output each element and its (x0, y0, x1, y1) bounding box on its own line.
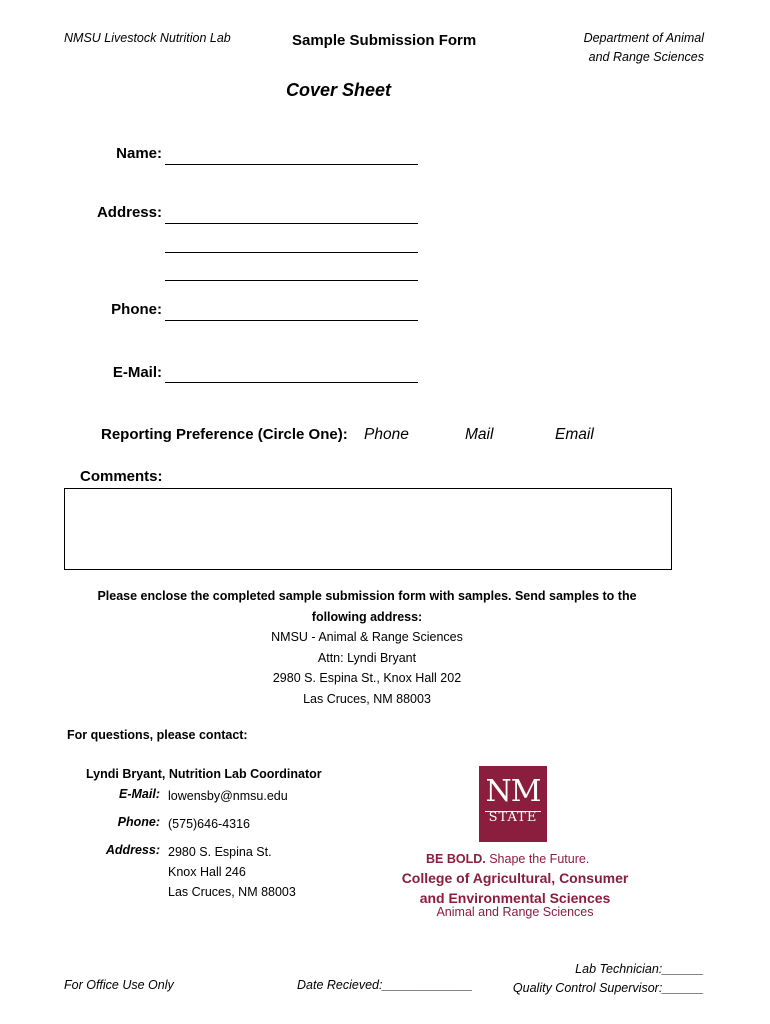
address-label: Address: (96, 204, 162, 221)
enclose-line-2: following address: (311, 609, 423, 624)
phone-label: Phone: (111, 301, 162, 318)
contact-phone-value: (575)646-4316 (168, 817, 251, 831)
contact-address (168, 842, 296, 902)
college-line-2: and Environmental Sciences (419, 890, 611, 906)
contact-email-value[interactable]: lowensby@nmsu.edu (168, 789, 288, 803)
logo-nm-text: NM (485, 774, 541, 809)
cover-sheet-title: Cover Sheet (286, 80, 392, 100)
contact-phone-label: Phone: (117, 815, 160, 829)
office-signoff (513, 960, 704, 998)
email-label: E-Mail: (112, 364, 162, 381)
address-field-line-2[interactable] (165, 252, 418, 253)
tagline-bold: BE BOLD. (426, 852, 486, 866)
department-line-2: and Range Sciences (588, 50, 704, 64)
lab-technician-field[interactable]: Lab Technician:______ (575, 962, 704, 976)
name-label: Name: (116, 145, 162, 162)
college-line-1: College of Agricultural, Consumer (401, 870, 629, 886)
tagline-rest: Shape the Future. (489, 852, 590, 866)
comments-box[interactable] (64, 488, 672, 570)
contact-address-line: 2980 S. Espina St. (168, 845, 272, 859)
date-received-field[interactable]: Date Recieved:_____________ (297, 978, 473, 992)
contact-address-line: Las Cruces, NM 88003 (168, 885, 296, 899)
reporting-preference-label (101, 426, 348, 443)
college-name (387, 868, 643, 908)
enclose-line-1: Please enclose the completed sample submission form with samples. Send samples to the (97, 589, 637, 603)
nmsu-logo (479, 766, 547, 842)
contact-email-label: E-Mail: (119, 787, 160, 801)
logo-tagline (426, 852, 589, 866)
office-use-label: For Office Use Only (64, 978, 174, 992)
reporting-option-phone[interactable]: Phone (364, 426, 409, 443)
logo-department: Animal and Range Sciences (436, 905, 594, 919)
name-field-line[interactable] (165, 164, 418, 165)
phone-field-line[interactable] (165, 320, 418, 321)
ship-address-line: Las Cruces, NM 88003 (303, 691, 431, 706)
ship-address-line: Attn: Lyndi Bryant (317, 650, 417, 665)
ship-address-line: 2980 S. Espina St., Knox Hall 202 (272, 671, 462, 685)
logo-state-text: STATE (488, 810, 538, 825)
ship-address-line: NMSU - Animal & Range Sciences (271, 630, 463, 644)
contact-address-label: Address: (105, 843, 160, 857)
address-field-line-3[interactable] (165, 280, 418, 281)
reporting-option-mail[interactable]: Mail (465, 426, 494, 443)
contact-address-line: Knox Hall 246 (168, 865, 246, 879)
address-field-line-1[interactable] (165, 223, 418, 224)
department-name (584, 29, 704, 67)
enclose-instructions (64, 586, 670, 709)
email-field-line[interactable] (165, 382, 418, 383)
lab-name: NMSU Livestock Nutrition Lab (64, 31, 231, 45)
reporting-preference-text: Reporting Preference (Circle One): (101, 426, 348, 443)
coordinator-name: Lyndi Bryant, Nutrition Lab Coordinator (86, 767, 322, 781)
contact-title: For questions, please contact: (67, 728, 248, 742)
comments-label: Comments: (80, 468, 163, 485)
department-line-1: Department of Animal (583, 31, 704, 45)
form-title: Sample Submission Form (292, 32, 477, 49)
qc-supervisor-field[interactable]: Quality Control Supervisor:______ (512, 981, 704, 995)
reporting-option-email[interactable]: Email (555, 426, 594, 443)
